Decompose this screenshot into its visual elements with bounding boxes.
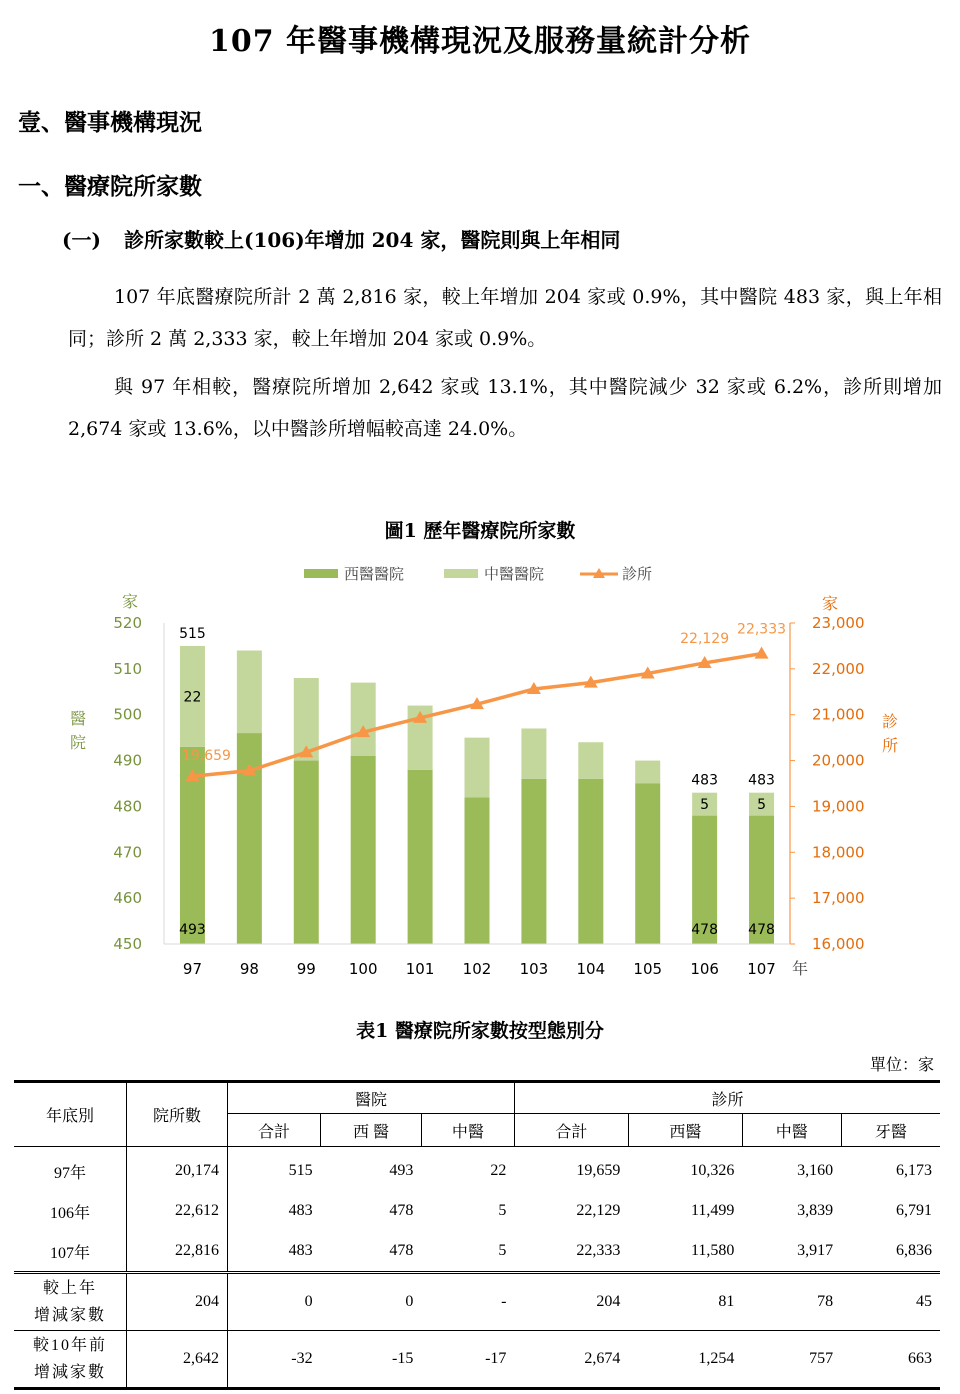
table-cell: 204 bbox=[514, 1273, 628, 1331]
bar-tcm-104 bbox=[578, 742, 603, 779]
x-tick-label: 100 bbox=[348, 960, 378, 978]
table-cell: 6,173 bbox=[896, 1162, 932, 1179]
institutions-table bbox=[14, 1080, 940, 1390]
table-cell: 10,326 bbox=[690, 1162, 735, 1179]
label-total-107: 483 bbox=[748, 772, 775, 789]
label-tcm-97: 22 bbox=[183, 689, 202, 706]
table-cell: 0 bbox=[228, 1273, 321, 1331]
table-title: 表1 醫療院所家數按型態別分 bbox=[356, 1020, 604, 1042]
x-tick-label: 107 bbox=[747, 960, 776, 978]
right-axis-unit: 家 bbox=[822, 594, 839, 613]
header-clinic-sum: 合計 bbox=[514, 1114, 628, 1147]
right-axis-title-1: 診 bbox=[882, 712, 899, 731]
table-cell: 478 bbox=[389, 1202, 414, 1219]
label-clinic-106: 22,129 bbox=[680, 630, 730, 647]
header-clinic-dental: 牙醫 bbox=[841, 1114, 940, 1147]
left-tick-label: 520 bbox=[113, 614, 142, 632]
table-cell: 483 bbox=[288, 1242, 313, 1259]
table-cell: 3,160 bbox=[797, 1162, 834, 1179]
clinic-point-107 bbox=[755, 647, 769, 659]
table-cell: 78 bbox=[742, 1273, 841, 1331]
legend-label-clinic: 診所 bbox=[622, 565, 653, 583]
header-hosp-western: 西 醫 bbox=[321, 1114, 422, 1147]
x-axis-unit: 年 bbox=[792, 959, 809, 978]
table-cell: 204 bbox=[127, 1273, 228, 1331]
legend-swatch-tcm bbox=[444, 569, 478, 578]
table-cell: 22,333 bbox=[576, 1242, 621, 1259]
left-tick-label: 500 bbox=[113, 705, 142, 724]
table-cell: 22 bbox=[490, 1162, 507, 1179]
bar-western-101 bbox=[408, 770, 433, 944]
row-label: 97年 bbox=[14, 1147, 127, 1192]
right-tick-label: 23,000 bbox=[812, 614, 865, 632]
table-cell: 11,499 bbox=[690, 1202, 735, 1219]
table-cell: 6,836 bbox=[896, 1242, 932, 1259]
table-row bbox=[14, 1231, 940, 1273]
table-cell: 81 bbox=[628, 1273, 742, 1331]
table-cell: 6,791 bbox=[896, 1202, 932, 1219]
label-total-97: 515 bbox=[179, 625, 206, 642]
row-label: 106年 bbox=[14, 1191, 127, 1231]
table-cell: 22,129 bbox=[576, 1202, 621, 1219]
diff-row-label bbox=[14, 1273, 127, 1331]
summary-text: 診所家數較上(106)年增加 204 家，醫院則與上年相同 bbox=[124, 228, 621, 252]
x-tick-label: 98 bbox=[239, 960, 259, 978]
table-cell: 515 bbox=[288, 1162, 313, 1179]
left-tick-label: 470 bbox=[113, 843, 142, 862]
diff-label-line1: 較上年 bbox=[42, 1280, 97, 1297]
left-axis-unit: 家 bbox=[122, 592, 139, 611]
table-cell: - bbox=[421, 1273, 514, 1331]
legend bbox=[304, 565, 652, 583]
table-cell: 2,674 bbox=[514, 1331, 628, 1389]
table-cell: 11,580 bbox=[690, 1242, 735, 1259]
table-row bbox=[14, 1147, 940, 1192]
header-clinic-western: 西醫 bbox=[628, 1114, 742, 1147]
right-tick-label: 20,000 bbox=[812, 751, 865, 770]
x-tick-label: 104 bbox=[576, 960, 606, 978]
legend-label-western: 西醫醫院 bbox=[344, 565, 405, 583]
chart-title: 圖1 歷年醫療院所家數 bbox=[384, 520, 576, 542]
header-clinic-tcm: 中醫 bbox=[742, 1114, 841, 1147]
table-cell: 45 bbox=[841, 1273, 940, 1331]
table-cell: 1,254 bbox=[628, 1331, 742, 1389]
diff-row bbox=[14, 1331, 940, 1389]
right-tick-label: 19,000 bbox=[812, 797, 865, 816]
label-clinic-107: 22,333 bbox=[737, 621, 787, 638]
label-total-106: 483 bbox=[691, 772, 719, 789]
left-tick-label: 450 bbox=[113, 935, 142, 953]
x-tick-label: 103 bbox=[519, 960, 549, 978]
bar-tcm-103 bbox=[521, 728, 546, 778]
x-tick-label: 102 bbox=[462, 960, 492, 978]
header-total: 院所數 bbox=[127, 1082, 228, 1147]
table-cell: 3,917 bbox=[797, 1242, 834, 1259]
table-cell: -32 bbox=[228, 1331, 321, 1389]
summary-heading bbox=[62, 224, 620, 253]
bar-tcm-100 bbox=[351, 683, 376, 756]
left-tick-label: 490 bbox=[113, 751, 142, 770]
table-cell: 3,839 bbox=[797, 1202, 834, 1219]
label-clinic-97: 19,659 bbox=[181, 748, 231, 765]
table-cell: 2,642 bbox=[127, 1331, 228, 1389]
bar-tcm-98 bbox=[237, 651, 262, 734]
table-cell: 20,174 bbox=[127, 1147, 228, 1192]
x-tick-label: 106 bbox=[690, 960, 719, 978]
x-tick-label: 97 bbox=[182, 960, 203, 978]
header-year: 年底別 bbox=[14, 1082, 127, 1147]
paragraph-1: 107 年底醫療院所計 2 萬 2,816 家，較上年增加 204 家或 0.9%，其中醫院 483 家，與上年相同；診所 2 萬 2,333 家，較上年增加 204 家或 0.9%。 bbox=[68, 286, 942, 350]
paragraph-2: 與 97 年相較，醫療院所增加 2,642 家或 13.1%，其中醫院減少 32 家或 6.2%，診所則增加 2,674 家或 13.6%，以中醫診所增幅較高達 24.0%。 bbox=[68, 376, 942, 440]
bar-western-99 bbox=[294, 761, 319, 944]
header-hosp-tcm: 中醫 bbox=[421, 1114, 514, 1147]
label-western-106: 478 bbox=[691, 922, 719, 938]
plot-area bbox=[113, 614, 864, 978]
diff-label-line2: 增減家數 bbox=[33, 1307, 106, 1324]
header-clinic: 診所 bbox=[514, 1082, 940, 1114]
bar-western-105 bbox=[635, 784, 660, 945]
right-tick-label: 22,000 bbox=[812, 659, 865, 678]
table-cell: 5 bbox=[498, 1242, 507, 1259]
legend-swatch-western bbox=[304, 569, 338, 578]
bar-tcm-105 bbox=[635, 761, 660, 784]
right-axis-title-2: 所 bbox=[882, 736, 899, 755]
header-hosp-sum: 合計 bbox=[228, 1114, 321, 1147]
table-cell: -15 bbox=[321, 1331, 422, 1389]
right-tick-label: 17,000 bbox=[812, 889, 865, 908]
bar-tcm-102 bbox=[465, 738, 490, 798]
page-title: 107 年醫事機構現況及服務量統計分析 bbox=[208, 24, 752, 59]
bar-western-100 bbox=[351, 756, 376, 944]
bar-western-104 bbox=[578, 779, 603, 944]
table-cell: -17 bbox=[421, 1331, 514, 1389]
left-axis-title-1: 醫 bbox=[70, 709, 87, 728]
label-tcm-107: 5 bbox=[757, 797, 767, 814]
row-label: 107年 bbox=[14, 1231, 127, 1273]
left-tick-label: 480 bbox=[113, 797, 142, 816]
right-tick-label: 16,000 bbox=[812, 935, 865, 953]
unit-label: 單位：家 bbox=[869, 1055, 934, 1074]
table-cell: 757 bbox=[742, 1331, 841, 1389]
medical-institutions-chart bbox=[0, 550, 960, 990]
legend-label-tcm: 中醫醫院 bbox=[484, 565, 545, 583]
x-tick-label: 105 bbox=[633, 960, 663, 978]
table-cell: 663 bbox=[841, 1331, 940, 1389]
bar-western-103 bbox=[521, 779, 546, 944]
diff-row bbox=[14, 1273, 940, 1331]
table-cell: 19,659 bbox=[576, 1162, 621, 1179]
table-cell: 22,612 bbox=[127, 1191, 228, 1231]
table-row bbox=[14, 1191, 940, 1231]
diff-label-line2: 增減家數 bbox=[33, 1364, 106, 1381]
table-cell: 0 bbox=[321, 1273, 422, 1331]
left-axis-title-2: 院 bbox=[70, 733, 87, 752]
table-cell: 478 bbox=[389, 1242, 414, 1259]
right-tick-label: 21,000 bbox=[812, 705, 865, 724]
left-tick-label: 510 bbox=[113, 659, 142, 678]
table-cell: 493 bbox=[389, 1162, 414, 1179]
x-tick-label: 99 bbox=[296, 960, 316, 978]
diff-row-label bbox=[14, 1331, 127, 1389]
table-cell: 5 bbox=[498, 1202, 507, 1219]
left-tick-label: 460 bbox=[113, 889, 142, 908]
label-western-107: 478 bbox=[748, 922, 775, 938]
summary-number: (一) bbox=[62, 228, 101, 252]
x-tick-label: 101 bbox=[405, 960, 435, 978]
label-tcm-106: 5 bbox=[700, 797, 710, 814]
diff-label-line1: 較10年前 bbox=[32, 1337, 107, 1354]
bar-western-102 bbox=[465, 797, 490, 944]
table-cell: 483 bbox=[288, 1202, 313, 1219]
subsection-heading: 一、醫療院所家數 bbox=[18, 173, 202, 200]
right-tick-label: 18,000 bbox=[812, 843, 865, 862]
header-hospital: 醫院 bbox=[228, 1082, 515, 1114]
section-heading: 壹、醫事機構現況 bbox=[18, 109, 202, 136]
label-western-97: 493 bbox=[179, 922, 206, 938]
table-cell: 22,816 bbox=[127, 1231, 228, 1273]
